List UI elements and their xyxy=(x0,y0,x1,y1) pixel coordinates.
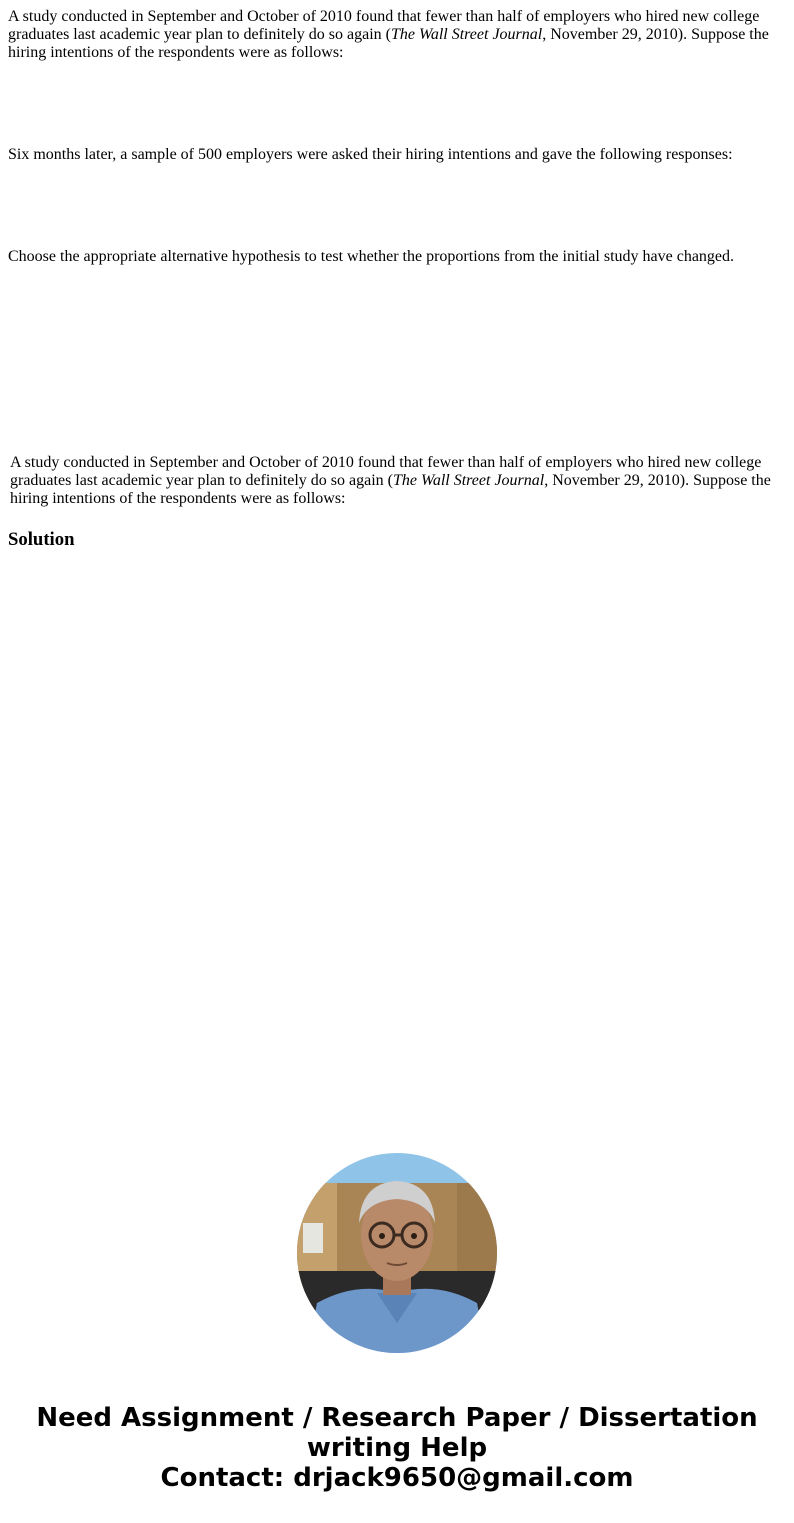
tutor-avatar xyxy=(297,1153,497,1353)
followup-paragraph: Six months later, a sample of 500 employers were asked their hiring intentions and gave the following responses: xyxy=(8,146,733,163)
footer-line-1: Need Assignment / Research Paper / Dissertation xyxy=(36,1403,758,1433)
repeat-text-start: A study conducted in September and October of 2010 found that fewer than half of employers who hired new college graduates last academic year plan to definitely do so again ( xyxy=(10,454,762,489)
solution-heading: Solution xyxy=(8,529,75,550)
footer-line-2: writing Help xyxy=(306,1433,488,1463)
repeat-citation-title: The Wall Street Journal xyxy=(392,472,545,489)
repeated-intro-paragraph xyxy=(10,454,784,508)
repeat-text-end: , November 29, 2010). Suppose the hiring intentions of the respondents were as follows: xyxy=(10,472,771,507)
avatar-portrait-image xyxy=(297,1153,497,1353)
task-paragraph: Choose the appropriate alternative hypothesis to test whether the proportions from the initial study have changed. xyxy=(8,248,735,265)
contact-footer xyxy=(0,1403,794,1493)
question-intro-paragraph xyxy=(8,8,786,62)
citation-title: The Wall Street Journal xyxy=(390,26,543,43)
intro-text-start: A study conducted in September and October of 2010 found that fewer than half of employers who hired new college graduates last academic year plan to definitely do so again ( xyxy=(8,8,760,43)
footer-contact-line: Contact: drjack9650@gmail.com xyxy=(160,1463,634,1493)
intro-text-end: , November 29, 2010). Suppose the hiring intentions of the respondents were as follows: xyxy=(8,26,769,61)
